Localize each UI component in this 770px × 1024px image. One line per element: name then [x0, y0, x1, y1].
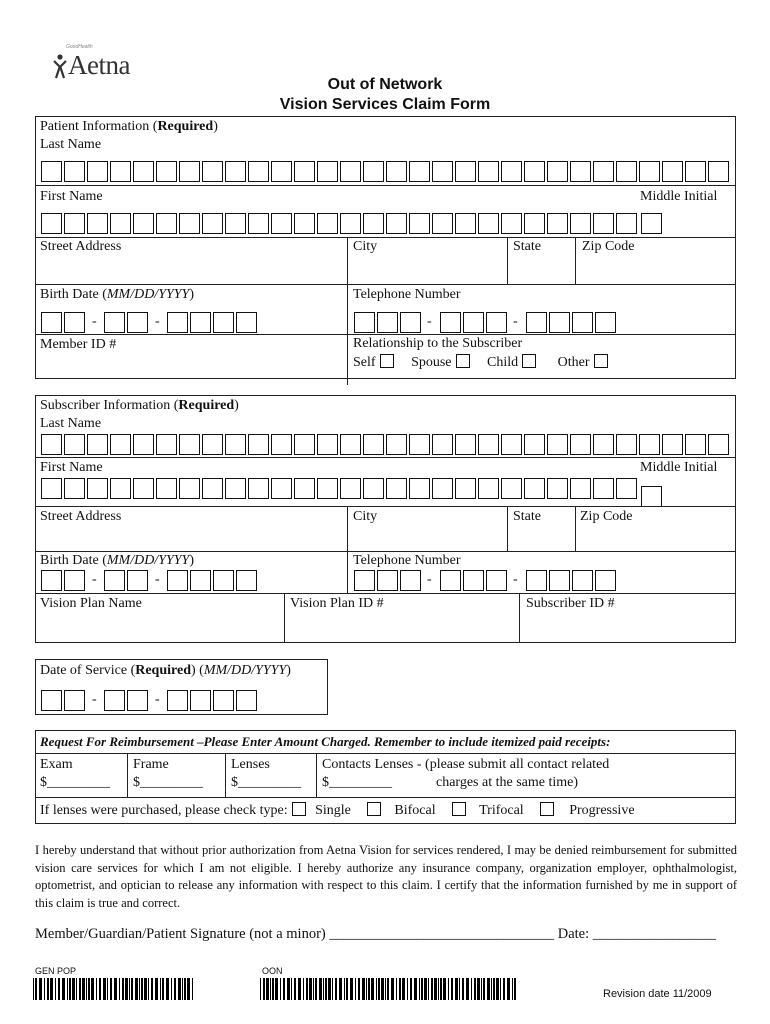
divider: [284, 593, 285, 643]
service-year-input[interactable]: [167, 690, 259, 711]
reimbursement-header: Request For Reimbursement –Please Enter Amount Charged. Remember to include itemized paid receipts:: [40, 734, 611, 749]
vision-plan-id-label: Vision Plan ID #: [290, 596, 384, 611]
subscriber-first-name-label: First Name: [40, 460, 103, 475]
contacts-label: Contacts Lenses - (please submit all contact related: [322, 757, 610, 772]
dash: -: [92, 572, 97, 587]
divider: [35, 334, 736, 335]
date-of-service-label: Date of Service (Required) (MM/DD/YYYY): [40, 663, 291, 678]
subscriber-phone-prefix-input[interactable]: [440, 570, 509, 591]
subscriber-telephone-label: Telephone Number: [353, 553, 461, 568]
bifocal-checkbox[interactable]: [367, 802, 381, 816]
disclaimer-text: I hereby understand that without prior authorization from Aetna Vision for services rendered, I may be denied reimbursement for submitted vision care services for which I am not eligible. I hereby authorize any insurance company, organization employer, ophthalmologist, optometrist, and optician to release any information with respect to this claim. I certify that the information furnished by me in support of this claim is true and correct.: [35, 843, 737, 910]
form-title-line1: Out of Network: [327, 76, 443, 93]
lens-type-prompt: If lenses were purchased, please check type:: [40, 803, 288, 818]
progressive-checkbox[interactable]: [540, 802, 554, 816]
patient-middle-initial-label: Middle Initial: [640, 189, 718, 204]
subscriber-city-label: City: [353, 509, 378, 524]
patient-member-id-label: Member ID #: [40, 337, 117, 352]
dash: -: [92, 314, 97, 329]
subscriber-zip-label: Zip Code: [580, 509, 633, 524]
patient-section-label: Patient Information (Required): [40, 119, 218, 134]
patient-telephone-label: Telephone Number: [353, 287, 461, 302]
patient-first-name-input[interactable]: [41, 213, 639, 234]
patient-relationship-label: Relationship to the Subscriber: [353, 336, 523, 351]
progressive-label: Progressive: [569, 803, 635, 818]
divider: [507, 237, 508, 285]
patient-phone-line-input[interactable]: [526, 312, 618, 333]
subscriber-birth-year-input[interactable]: [167, 570, 259, 591]
dash: -: [513, 314, 518, 329]
patient-middle-initial-input[interactable]: [641, 213, 664, 234]
divider: [35, 551, 736, 552]
single-checkbox[interactable]: [292, 802, 306, 816]
divider: [519, 593, 520, 643]
patient-last-name-label: Last Name: [40, 137, 102, 152]
subscriber-birth-month-input[interactable]: [41, 570, 87, 591]
subscriber-section-label: Subscriber Information (Required): [40, 398, 239, 413]
child-label: Child: [487, 355, 519, 370]
other-label: Other: [557, 355, 590, 370]
divider: [575, 237, 576, 285]
service-month-input[interactable]: [41, 690, 87, 711]
service-day-input[interactable]: [104, 690, 150, 711]
subscriber-last-name-label: Last Name: [40, 416, 102, 431]
patient-birth-day-input[interactable]: [104, 312, 150, 333]
logo-tagline: GoodHealth: [66, 44, 93, 50]
spouse-checkbox[interactable]: [456, 354, 470, 368]
lens-type-row: [40, 802, 635, 819]
divider: [347, 506, 348, 594]
patient-birth-date-label: Birth Date (MM/DD/YYYY): [40, 287, 195, 302]
vision-plan-name-label: Vision Plan Name: [40, 596, 142, 611]
exam-amount-input[interactable]: $_________: [40, 775, 110, 790]
lenses-label: Lenses: [231, 757, 270, 772]
patient-street-label: Street Address: [40, 239, 122, 254]
divider: [35, 185, 736, 186]
self-checkbox[interactable]: [380, 354, 394, 368]
subscriber-phone-area-input[interactable]: [354, 570, 423, 591]
dash: -: [155, 314, 160, 329]
trifocal-checkbox[interactable]: [452, 802, 466, 816]
subscriber-birth-day-input[interactable]: [104, 570, 150, 591]
subscriber-last-name-input[interactable]: [41, 434, 731, 455]
subscriber-birth-date-label: Birth Date (MM/DD/YYYY): [40, 553, 195, 568]
patient-first-name-label: First Name: [40, 189, 103, 204]
footer-code-left: GEN POP: [35, 966, 77, 976]
form-title-line2: Vision Services Claim Form: [279, 96, 491, 113]
patient-state-label: State: [513, 239, 541, 254]
patient-zip-label: Zip Code: [582, 239, 635, 254]
revision-date: Revision date 11/2009: [603, 988, 712, 1000]
aetna-figure-icon: [52, 53, 68, 79]
subscriber-first-name-input[interactable]: [41, 478, 639, 499]
subscriber-state-label: State: [513, 509, 541, 524]
subscriber-phone-line-input[interactable]: [526, 570, 618, 591]
patient-birth-month-input[interactable]: [41, 312, 87, 333]
divider: [347, 237, 348, 385]
dash: -: [427, 572, 432, 587]
divider: [35, 593, 736, 594]
single-label: Single: [315, 803, 351, 818]
patient-last-name-input[interactable]: [41, 161, 731, 182]
dash: -: [513, 572, 518, 587]
subscriber-street-label: Street Address: [40, 509, 122, 524]
patient-city-label: City: [353, 239, 378, 254]
child-checkbox[interactable]: [522, 354, 536, 368]
relationship-options: [353, 354, 608, 371]
divider: [35, 506, 736, 507]
divider: [507, 506, 508, 552]
subscriber-id-label: Subscriber ID #: [526, 596, 615, 611]
lenses-amount-input[interactable]: $_________: [231, 775, 301, 790]
bifocal-label: Bifocal: [394, 803, 436, 818]
divider: [35, 457, 736, 458]
patient-birth-year-input[interactable]: [167, 312, 259, 333]
dash: -: [155, 572, 160, 587]
contacts-amount-input[interactable]: $_________: [322, 775, 392, 790]
dash: -: [427, 314, 432, 329]
barcode-left: [33, 978, 195, 1000]
contacts-note: charges at the same time): [436, 775, 579, 790]
dash: -: [92, 692, 97, 707]
signature-line[interactable]: Member/Guardian/Patient Signature (not a minor) _______________________________ Date: _________________: [35, 926, 717, 942]
spouse-label: Spouse: [411, 355, 452, 370]
barcode-middle: [260, 978, 518, 1000]
patient-phone-area-input[interactable]: [354, 312, 423, 333]
divider: [35, 237, 736, 238]
dash: -: [155, 692, 160, 707]
subscriber-middle-initial-input[interactable]: [641, 486, 664, 507]
other-checkbox[interactable]: [594, 354, 608, 368]
frame-label: Frame: [133, 757, 169, 772]
self-label: Self: [353, 355, 376, 370]
trifocal-label: Trifocal: [479, 803, 524, 818]
divider: [575, 506, 576, 552]
exam-label: Exam: [40, 757, 73, 772]
patient-phone-prefix-input[interactable]: [440, 312, 509, 333]
divider: [35, 753, 736, 754]
divider: [127, 753, 128, 797]
logo-brand: Aetna: [68, 50, 130, 80]
frame-amount-input[interactable]: $_________: [133, 775, 203, 790]
divider: [35, 284, 736, 285]
subscriber-middle-initial-label: Middle Initial: [640, 460, 718, 475]
divider: [225, 753, 226, 797]
footer-code-mid: OON: [262, 966, 283, 976]
divider: [35, 797, 736, 798]
divider: [316, 753, 317, 797]
